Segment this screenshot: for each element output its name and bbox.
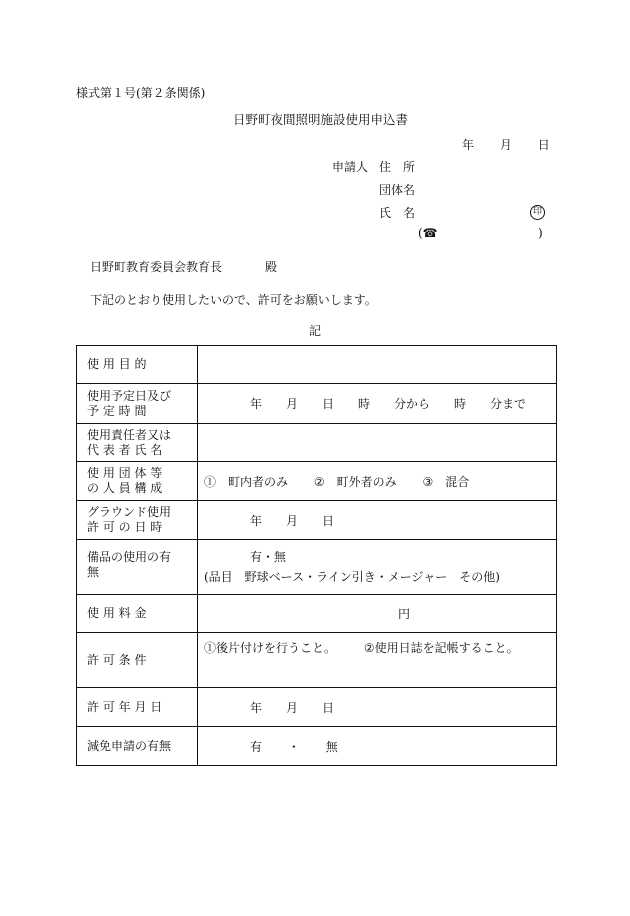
permit-conditions-value xyxy=(198,633,557,688)
option-local-only[interactable]: ① 町内者のみ xyxy=(204,474,289,489)
ground-permit-label: グラウンド使用 許 可 の 日 時 xyxy=(77,501,198,540)
exemption-no[interactable]: 無 xyxy=(325,739,338,754)
addressee-honorific: 殿 xyxy=(265,260,278,274)
telephone-close: ) xyxy=(538,226,543,240)
purpose-value[interactable] xyxy=(198,346,557,384)
equipment-yes-no[interactable]: 有・無 xyxy=(250,550,287,564)
exemption-value[interactable] xyxy=(198,727,557,766)
date-day: 日 xyxy=(537,138,550,152)
document-title: 日野町夜間照明施設使用申込書 xyxy=(233,112,409,127)
name-label: 氏 名 xyxy=(379,206,416,220)
applicant-label: 申請人 xyxy=(332,160,369,174)
group-composition-value[interactable] xyxy=(198,462,557,501)
table-row xyxy=(77,462,557,501)
exemption-yes[interactable]: 有 xyxy=(250,739,263,754)
group-composition-label: 使 用 団 体 等 の 人 員 構 成 xyxy=(77,462,198,501)
table-row xyxy=(77,346,557,384)
address-label: 住 所 xyxy=(379,160,416,174)
table-row xyxy=(77,595,557,633)
condition-cleanup: ①後片付けを行うこと。 xyxy=(204,641,337,655)
addressee-name: 日野町教育委員会教育長 xyxy=(90,260,223,274)
table-row xyxy=(77,424,557,462)
ground-permit-value[interactable]: 年 月 日 xyxy=(198,501,557,540)
usage-fee-label: 使 用 料 金 xyxy=(77,595,198,633)
request-text: 下記のとおり使用したいので、許可をお願いします。 xyxy=(90,293,377,307)
table-row xyxy=(77,727,557,766)
condition-logbook: ②使用日誌を記帳すること。 xyxy=(363,641,519,655)
scheduled-date-value[interactable]: 年 月 日 時 分から 時 分まで xyxy=(198,384,557,424)
group-name-label: 団体名 xyxy=(379,183,416,197)
seal-icon: 印 xyxy=(530,205,545,220)
form-number: 様式第１号(第２条関係) xyxy=(76,86,206,100)
telephone-line xyxy=(418,226,438,240)
option-outside-only[interactable]: ② 町外者のみ xyxy=(313,474,397,489)
date-month: 月 xyxy=(499,138,512,152)
application-table xyxy=(76,345,557,766)
equipment-use-label: 備品の使用の有 無 xyxy=(77,540,198,595)
permit-date-label: 許 可 年 月 日 xyxy=(77,688,198,727)
table-row xyxy=(77,688,557,727)
date-line xyxy=(462,136,550,153)
date-year: 年 xyxy=(462,138,475,152)
usage-fee-value[interactable]: 円 xyxy=(198,595,557,633)
table-row xyxy=(77,501,557,540)
exemption-dot: ・ xyxy=(287,739,300,754)
permit-date-value[interactable]: 年 月 日 xyxy=(198,688,557,727)
ki-heading: 記 xyxy=(309,324,322,338)
purpose-label: 使 用 目 的 xyxy=(77,346,198,384)
table-row xyxy=(77,384,557,424)
option-mixed[interactable]: ③ 混合 xyxy=(422,474,470,489)
exemption-label: 減免申請の有無 xyxy=(77,727,198,766)
table-row xyxy=(77,633,557,688)
equipment-use-value[interactable] xyxy=(198,540,557,595)
equipment-items: (品目 野球ベース・ライン引き・メージャー その他) xyxy=(204,570,500,584)
responsible-person-value[interactable] xyxy=(198,424,557,462)
scheduled-date-label: 使用予定日及び 予 定 時 間 xyxy=(77,384,198,424)
telephone-open: (☎ xyxy=(418,226,438,240)
table-row xyxy=(77,540,557,595)
permit-conditions-label: 許 可 条 件 xyxy=(77,633,198,688)
responsible-person-label: 使用責任者又は 代 表 者 氏 名 xyxy=(77,424,198,462)
seal-mark xyxy=(530,203,545,220)
